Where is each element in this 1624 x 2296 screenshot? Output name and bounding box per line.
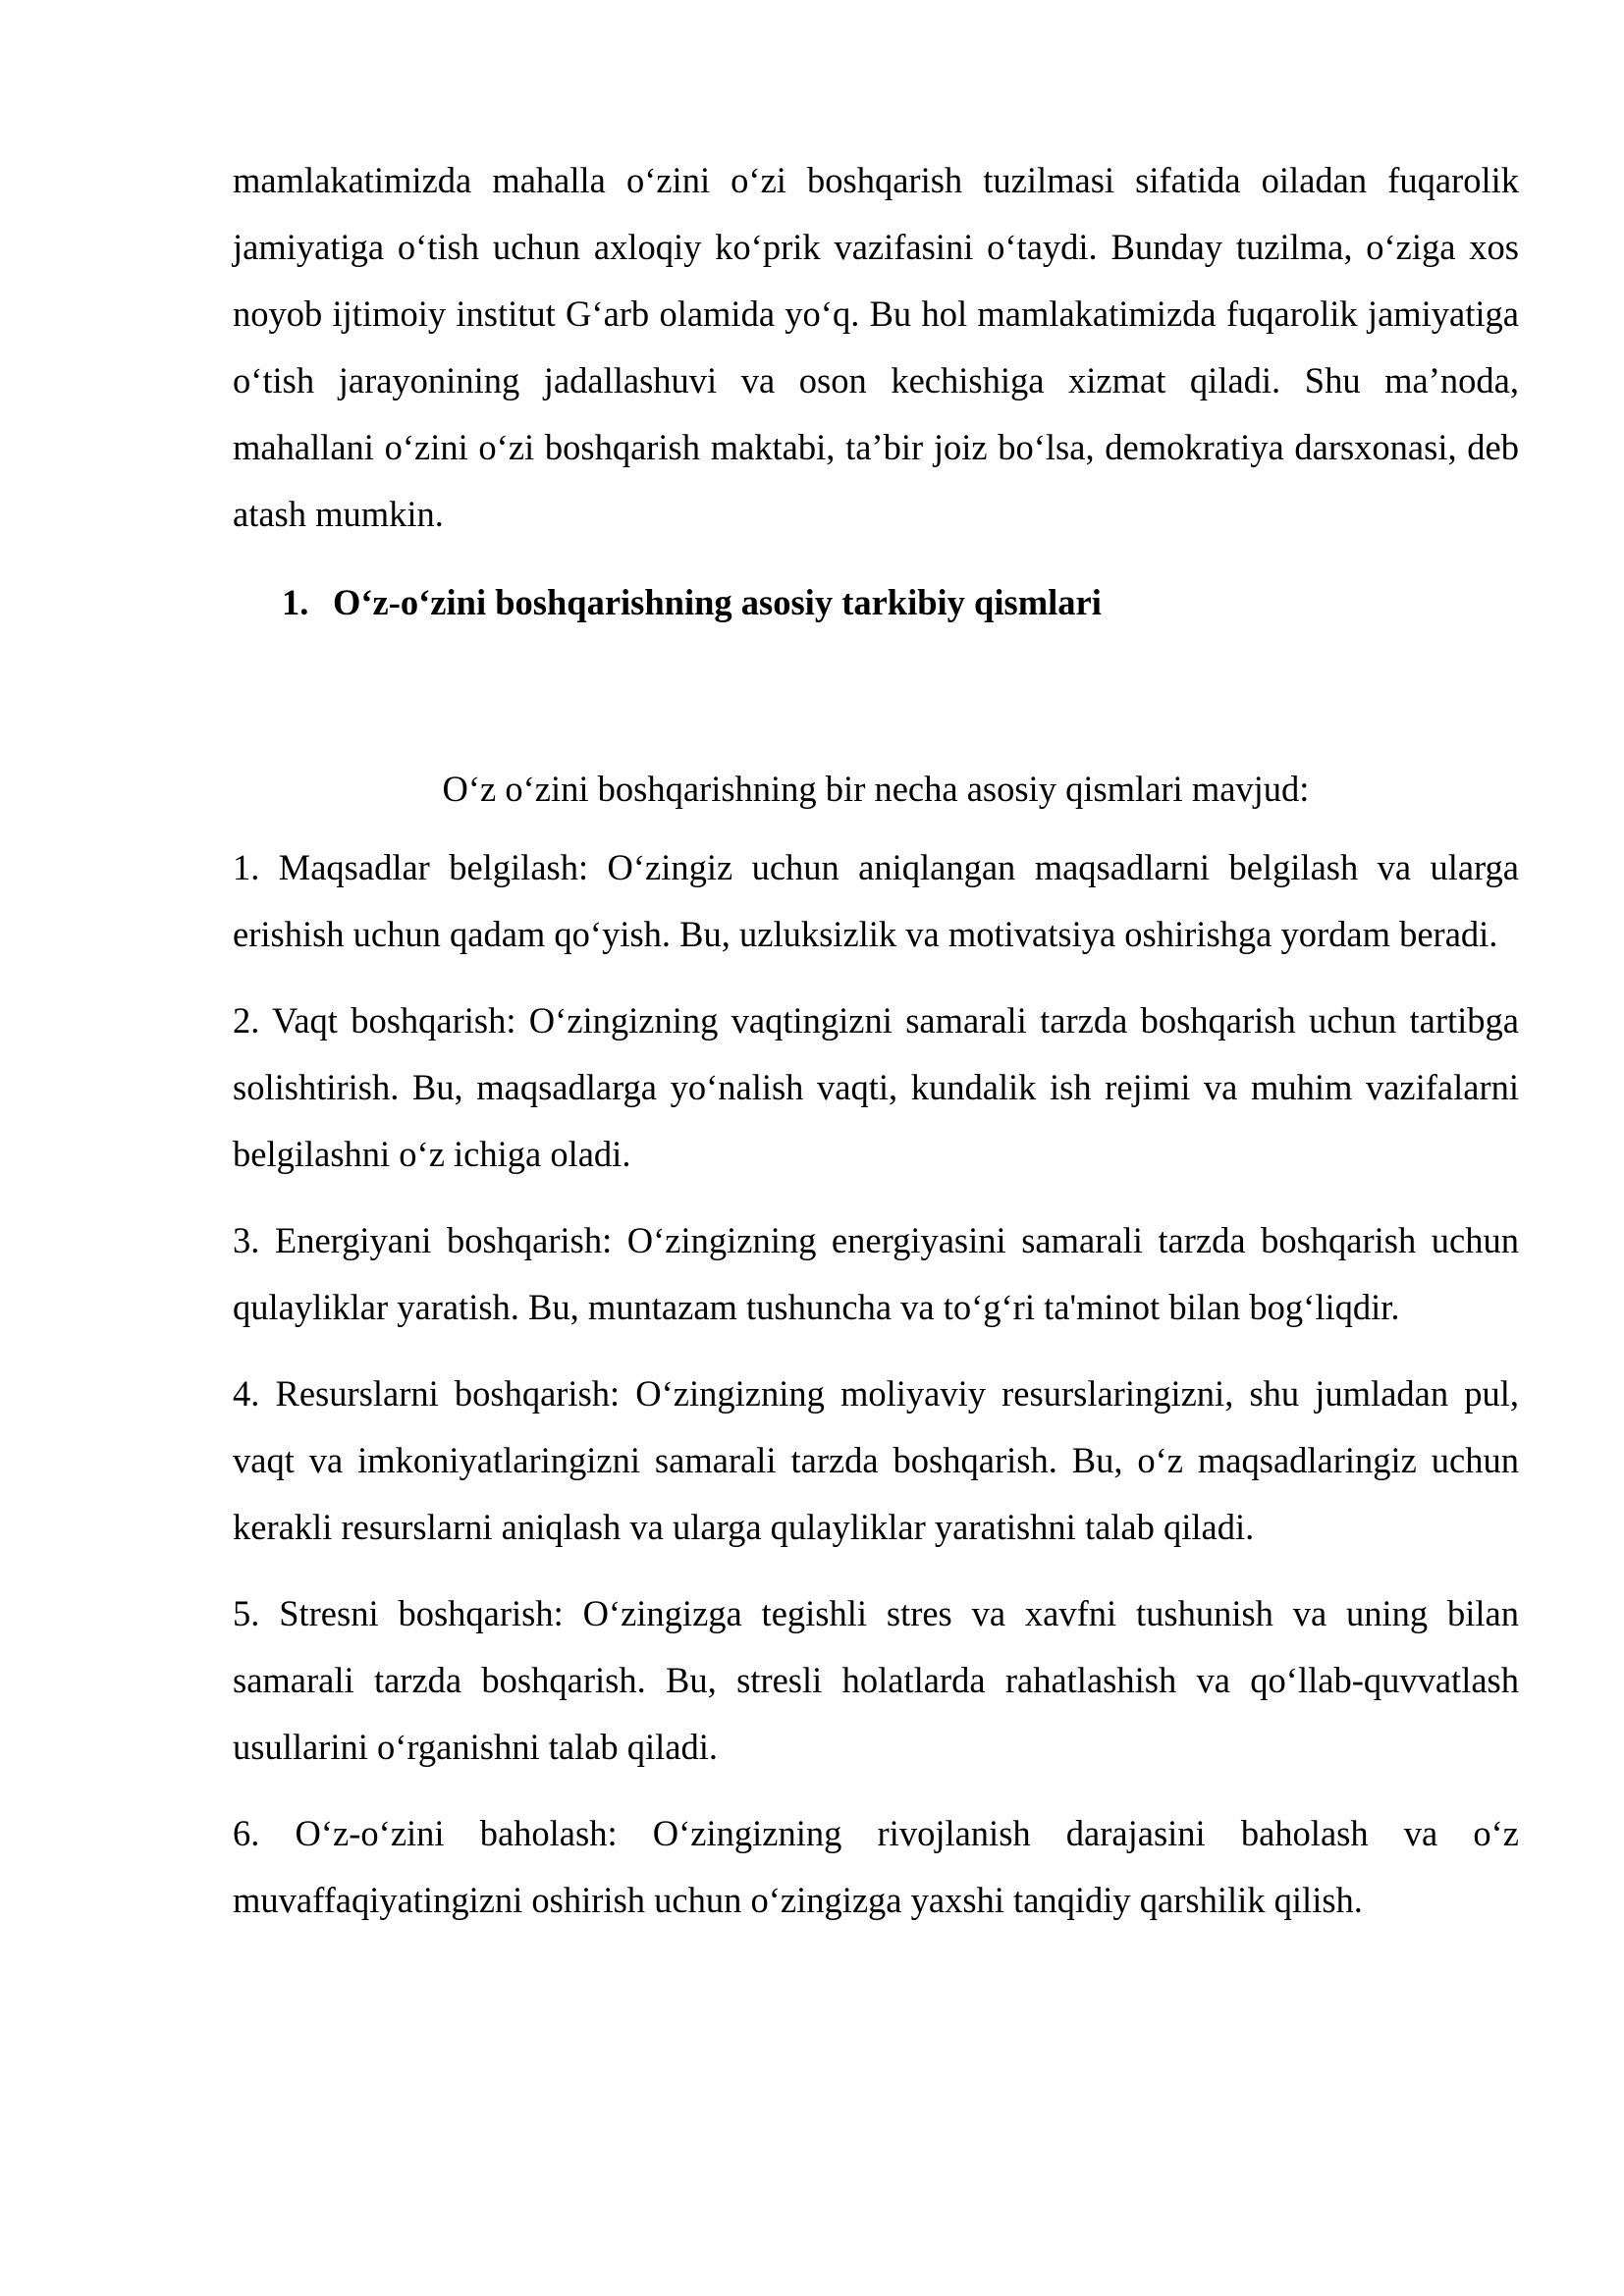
intro-paragraph: mamlakatimizda mahalla o‘zini o‘zi boshqarish tuzilmasi sifatida oiladan fuqarolik jamiyatiga o‘tish uchun axloqiy ko‘prik vazifasini o‘taydi. Bunday tuzilma, o‘ziga xos noyob ijtimoiy institut G‘arb olamida yo‘q. Bu hol mamlakatimizda fuqarolik jamiyatiga o‘tish jarayonining jadallashuvi va oson kechishiga xizmat qiladi. Shu ma’noda, mahallani o‘zini o‘zi boshqarish maktabi, ta’bir joiz bo‘lsa, demokratiya darsxonasi, deb atash mumkin.: [233, 160, 1519, 534]
section-number: 1.: [282, 582, 309, 622]
list-item-goals: 1. Maqsadlar belgilash: O‘zingiz uchun aniqlangan maqsadlarni belgilash va ularga erishish uchun qadam qo‘yish. Bu, uzluksizlik va motivatsiya oshirishga yordam beradi.: [233, 847, 1519, 954]
lead-sentence: O‘z o‘zini boshqarishning bir necha asosiy qismlari mavjud:: [442, 769, 1310, 809]
section-heading: [282, 569, 1519, 636]
list-item-resources: 4. Resurslarni boshqarish: O‘zingizning moliyaviy resurslaringizni, shu jumladan pul, vaqt va imkoniyatlaringizni samarali tarzda boshqarish. Bu, o‘z maqsadlaringiz uchun kerakli resurslarni aniqlash va ularga qulayliklar yaratishni talab qiladi.: [233, 1373, 1519, 1547]
section-title: O‘z-o‘zini boshqarishning asosiy tarkibiy qismlari: [333, 582, 1102, 622]
list-item-self-assessment: 6. O‘z-o‘zini baholash: O‘zingizning rivojlanish darajasini baholash va o‘z muvaffaqiyatingizni oshirish uchun o‘zingizga yaxshi tanqidiy qarshilik qilish.: [233, 1813, 1519, 1920]
document-page: [233, 147, 1519, 1953]
list-item-time: 2. Vaqt boshqarish: O‘zingizning vaqtingizni samarali tarzda boshqarish uchun tartibga solishtirish. Bu, maqsadlarga yo‘nalish vaqti, kundalik ish rejimi va muhim vazifalarni belgilashni o‘z ichiga oladi.: [233, 1000, 1519, 1174]
list-item-stress: 5. Stresni boshqarish: O‘zingizga tegishli stres va xavfni tushunish va uning bilan samarali tarzda boshqarish. Bu, stresli holatlarda rahatlashish va qo‘llab-quvvatlash usullarini o‘rganishni talab qiladi.: [233, 1593, 1519, 1767]
list-item-energy: 3. Energiyani boshqarish: O‘zingizning energiyasini samarali tarzda boshqarish uchun qulayliklar yaratish. Bu, muntazam tushuncha va to‘g‘ri ta'minot bilan bog‘liqdir.: [233, 1220, 1519, 1327]
